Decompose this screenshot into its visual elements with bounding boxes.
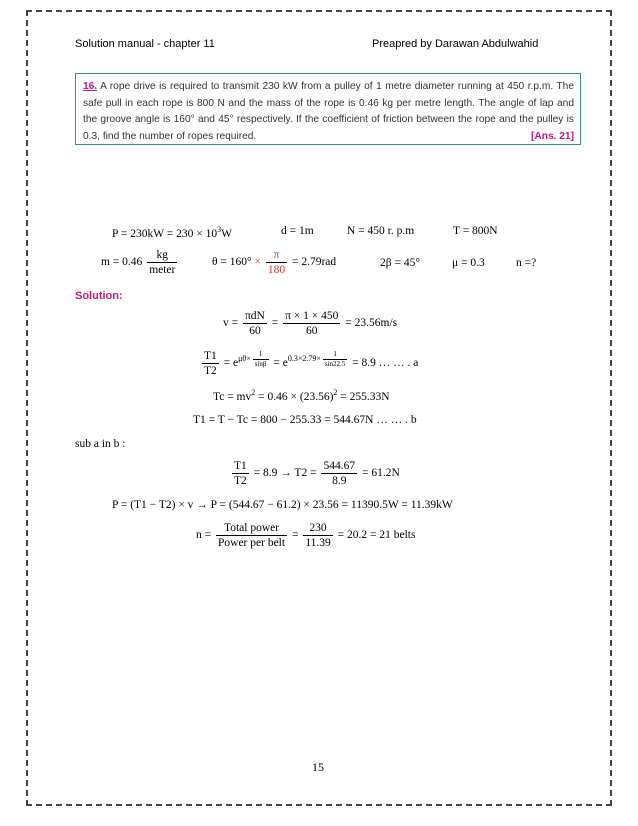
sub-label: sub a in b : xyxy=(75,438,126,450)
given-n-unknown: n =? xyxy=(516,257,537,269)
given-power: $P = 230kW = 230 \times 10^3W$ xyxy=(112,225,232,240)
eq-velocity: v = $\frac{\text{πdN}}{60}$ = $\frac{\pi \times 1 \times 450}{60}$ = 23.56m/s xyxy=(223,310,398,337)
eq-t1: T1 = T − Tc = 800 − 255.33 = 544.67N … … . b xyxy=(193,414,417,426)
header-left: Solution manual - chapter 11 xyxy=(75,38,215,50)
eq-power: P = (T1 − T2) × v → P = (544.67 − 61.2) × 23.56 = 11390.5W = 11.39kW xyxy=(112,499,453,511)
eq-number-of-ropes: n = $\frac{\text{Total power}}{\text{Power per belt}}$ = $\frac{230}{11.39}$ = 20.2 = 21 belts xyxy=(196,522,416,549)
page-number: 15 xyxy=(312,760,324,774)
given-mass: m = 0.46 $\frac{kg}{\text{meter}}$ xyxy=(101,249,176,276)
eq-tension-ratio: $\frac{T1}{T2}$ = $e^{\mu\theta\times \frac{1}{\sin\beta}}$ = $e^{0.3\times 2.79\times \frac{1}{\sin 22.5}}$ = 8.9 … … . a xyxy=(204,349,419,377)
given-speed: N = 450 r. p.m xyxy=(347,225,415,237)
question-text: A rope drive is required to transmit 230 kW from a pulley of 1 metre diameter running at 450 r.p.m. The safe pull in each rope is 800 N and the mass of the rope is 0.46 kg per metre length. The angle of lap and the groove angle is 160° and 45° respectively. If the coefficient of friction between the rope and the pulley is 0.3, find the number of ropes required. xyxy=(83,81,574,142)
solution-label: Solution: xyxy=(75,290,123,302)
given-beta: 2β = 45° xyxy=(380,257,420,269)
given-diameter: d = 1m xyxy=(281,225,314,237)
question-box xyxy=(75,73,581,145)
eq-t2: $\frac{T1}{T2}$ = 8.9 → T2 = $\frac{544.67}{8.9}$ = 61.2N xyxy=(234,460,400,487)
given-theta: θ = 160° × $\frac{\pi}{180}$ = 2.79rad xyxy=(212,249,337,276)
answer-label: [Ans. 21] xyxy=(530,130,574,142)
given-mu: μ = 0.3 xyxy=(452,257,485,269)
question-number: 16. xyxy=(83,81,98,92)
eq-centrifugal: $Tc = mv^2 = 0.46 \times (23.56)^2 = 255.33N$ xyxy=(213,388,390,403)
header-right: Preapred by Darawan Abdulwahid xyxy=(372,38,539,50)
given-tension: T = 800N xyxy=(453,225,498,237)
